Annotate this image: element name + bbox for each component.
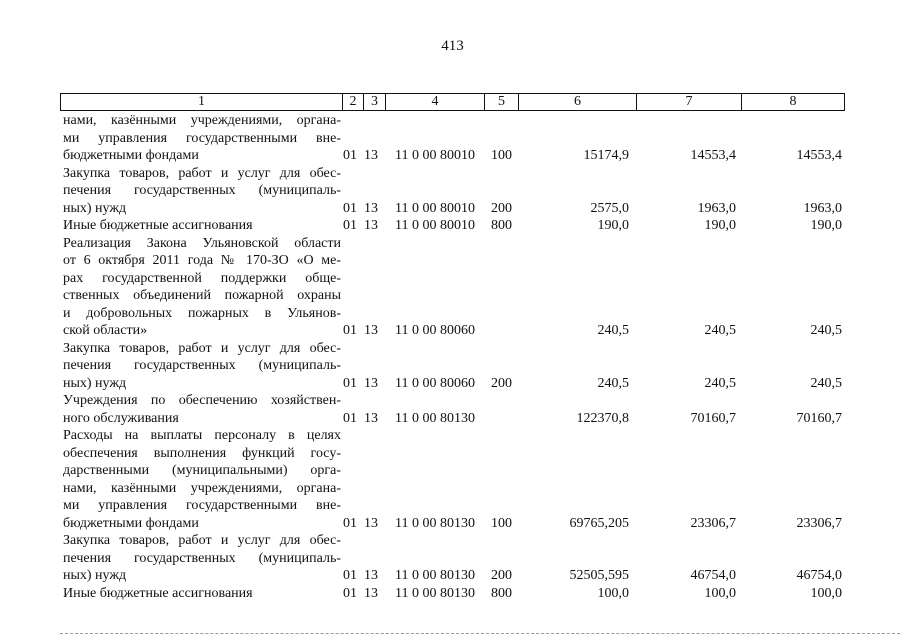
header-col-4: 4	[386, 94, 485, 111]
cell-c7: 70160,7	[690, 410, 736, 426]
cell-c2: 01	[343, 375, 357, 391]
cell-c7: 23306,7	[690, 515, 736, 531]
description-line: Иные бюджетные ассигнования	[63, 585, 253, 601]
description-line: ного обслуживания	[63, 410, 179, 426]
cell-c5: 200	[491, 568, 512, 583]
cell-c3: 13	[364, 568, 378, 583]
cell-c6: 240,5	[597, 323, 629, 338]
row-values	[0, 410, 905, 428]
page-number: 413	[441, 38, 464, 54]
cell-c4: 11 0 00 80060	[395, 375, 475, 391]
header-col-2: 2	[343, 94, 364, 111]
cell-c6: 100,0	[597, 585, 629, 601]
description-line: ных) нужд	[63, 200, 127, 216]
table-row	[0, 340, 905, 393]
cell-c4: 11 0 00 80130	[395, 568, 475, 583]
row-values	[0, 585, 905, 603]
cell-c5: 100	[491, 148, 512, 163]
table-row	[0, 427, 905, 532]
description-line: ных) нужд	[63, 568, 127, 583]
table-row	[0, 392, 905, 427]
cell-c8: 240,5	[810, 375, 842, 391]
cell-c3: 13	[364, 585, 378, 601]
description-line: рах государственной поддержки обще-	[63, 270, 341, 286]
cell-c8: 23306,7	[796, 515, 842, 531]
cell-c6: 240,5	[597, 375, 629, 391]
cell-c7: 240,5	[704, 323, 736, 338]
cell-c5: 200	[491, 375, 512, 391]
cell-c5: 800	[491, 218, 512, 233]
description-line: обеспечения выполнения функций госу-	[63, 445, 341, 461]
cell-c7: 14553,4	[690, 148, 736, 163]
description-line: Иные бюджетные ассигнования	[63, 218, 253, 233]
description-line: печения государственных (муниципаль-	[63, 183, 341, 198]
table-row	[0, 235, 905, 340]
row-values	[0, 217, 905, 235]
cell-c2: 01	[343, 585, 357, 601]
cell-c3: 13	[364, 410, 378, 426]
row-values	[0, 147, 905, 165]
footer-rule	[60, 633, 900, 634]
table-body	[0, 112, 905, 602]
description-line: дарственными (муниципальными) орга-	[63, 463, 341, 478]
cell-c7: 1963,0	[697, 200, 736, 216]
cell-c4: 11 0 00 80060	[395, 323, 475, 338]
cell-c6: 15174,9	[583, 148, 629, 163]
header-col-8: 8	[742, 94, 845, 111]
row-values	[0, 515, 905, 533]
cell-c6: 69765,205	[569, 515, 629, 531]
description-line: ных) нужд	[63, 375, 127, 391]
cell-c8: 46754,0	[796, 568, 842, 583]
description-line: ми управления государственными вне-	[63, 498, 341, 513]
cell-c8: 190,0	[810, 218, 842, 233]
description-line: Реализация Закона Ульяновской области	[63, 235, 341, 251]
description-line: ми управления государственными вне-	[63, 130, 341, 146]
cell-c2: 01	[343, 200, 357, 216]
cell-c2: 01	[343, 323, 357, 338]
cell-c4: 11 0 00 80010	[395, 148, 475, 163]
description-line: нами, казёнными учреждениями, органа-	[63, 480, 341, 496]
cell-c2: 01	[343, 218, 357, 233]
cell-c3: 13	[364, 515, 378, 531]
row-values	[0, 200, 905, 218]
description-line: бюджетными фондами	[63, 515, 199, 531]
cell-c3: 13	[364, 323, 378, 338]
cell-c5: 800	[491, 585, 512, 601]
header-col-7: 7	[637, 94, 742, 111]
cell-c3: 13	[364, 148, 378, 163]
cell-c3: 13	[364, 200, 378, 216]
row-values	[0, 567, 905, 585]
cell-c8: 70160,7	[796, 410, 842, 426]
description-line: и добровольных пожарных в Ульянов-	[63, 305, 341, 321]
description-line: ственных объединений пожарной охраны	[63, 288, 341, 303]
description-line: бюджетными фондами	[63, 148, 199, 163]
cell-c3: 13	[364, 375, 378, 391]
cell-c4: 11 0 00 80010	[395, 200, 475, 216]
description-line: Закупка товаров, работ и услуг для обес-	[63, 533, 341, 548]
table-row	[0, 217, 905, 235]
description-line: Расходы на выплаты персоналу в целях	[63, 428, 341, 443]
row-values	[0, 375, 905, 393]
cell-c4: 11 0 00 80130	[395, 515, 475, 531]
table-row	[0, 165, 905, 218]
table-row	[0, 112, 905, 165]
cell-c7: 46754,0	[690, 568, 736, 583]
header-col-1: 1	[61, 94, 343, 111]
cell-c6: 190,0	[597, 218, 629, 233]
description-line: печения государственных (муниципаль-	[63, 550, 341, 566]
cell-c3: 13	[364, 218, 378, 233]
cell-c6: 52505,595	[569, 568, 629, 583]
description-line: Закупка товаров, работ и услуг для обес-	[63, 340, 341, 356]
table-row	[0, 532, 905, 585]
header-col-6: 6	[519, 94, 637, 111]
header-col-3: 3	[364, 94, 386, 111]
cell-c8: 240,5	[810, 323, 842, 338]
cell-c5: 200	[491, 200, 512, 216]
description-line: от 6 октября 2011 года № 170-ЗО «О ме-	[63, 253, 341, 268]
row-values	[0, 322, 905, 340]
cell-c7: 100,0	[704, 585, 736, 601]
table-header	[60, 93, 845, 111]
cell-c6: 2575,0	[590, 200, 629, 216]
cell-c8: 14553,4	[796, 148, 842, 163]
cell-c4: 11 0 00 80130	[395, 585, 475, 601]
cell-c8: 100,0	[810, 585, 842, 601]
description-line: Учреждения по обеспечению хозяйствен-	[63, 393, 341, 408]
cell-c2: 01	[343, 148, 357, 163]
cell-c2: 01	[343, 568, 357, 583]
cell-c6: 122370,8	[576, 410, 629, 426]
cell-c2: 01	[343, 515, 357, 531]
header-col-5: 5	[485, 94, 519, 111]
cell-c7: 190,0	[704, 218, 736, 233]
cell-c5: 100	[491, 515, 512, 531]
description-line: Закупка товаров, работ и услуг для обес-	[63, 165, 341, 181]
cell-c4: 11 0 00 80130	[395, 410, 475, 426]
description-line: печения государственных (муниципаль-	[63, 358, 341, 373]
description-line: нами, казёнными учреждениями, органа-	[63, 113, 341, 128]
table-row	[0, 585, 905, 603]
cell-c7: 240,5	[704, 375, 736, 391]
cell-c2: 01	[343, 410, 357, 426]
cell-c8: 1963,0	[803, 200, 842, 216]
cell-c4: 11 0 00 80010	[395, 218, 475, 233]
description-line: ской области»	[63, 323, 148, 338]
